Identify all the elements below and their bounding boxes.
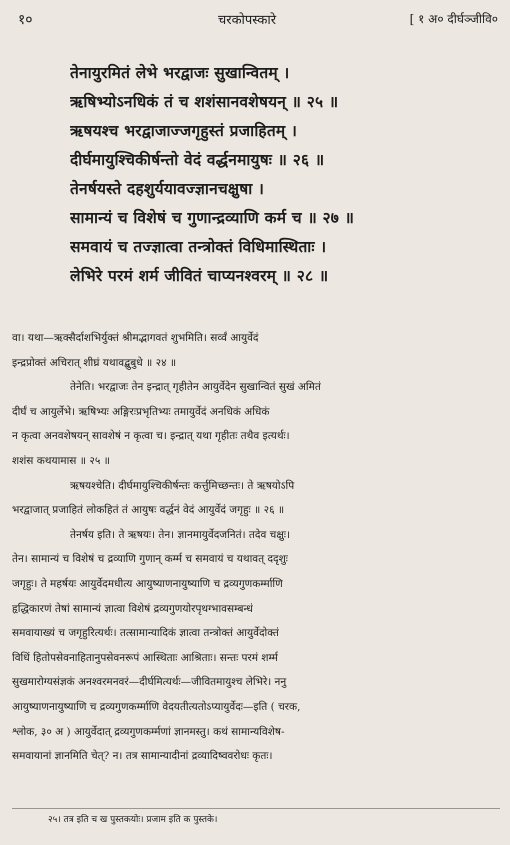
commentary-line: इन्द्रप्रोक्तं अचिरात् शीघ्रं यथावद्बुबुधे ॥ २४ ॥ xyxy=(12,356,177,369)
verse-line: तेनर्षयस्ते दहशुर्ययावज्ज्ञानचक्षुषा । xyxy=(70,179,265,198)
commentary-line: शशंस कथयामास ॥ २५ ॥ xyxy=(12,454,110,467)
footnote: २५। तत्र इति च ख पुस्तकयोः। प्रजाम इति क पुस्तके। xyxy=(48,815,218,825)
commentary-line: दीर्घं च आयुर्लेभे। ऋषिभ्यः अङ्गिरःप्रभृतिभ्यः तमायुर्वेदं अनधिकं अधिकं xyxy=(12,405,270,418)
commentary-line: भरद्वाजात् प्रजाहितं लोकहितं तं आयुषः वर्द्धनं वेदं आयुर्वेदं जगृहुः ॥ २६ ॥ xyxy=(12,504,285,517)
verse-line: लेभिरे परमं शर्म जीवितं चाप्यनश्वरम् ॥ २८ ॥ xyxy=(70,266,329,285)
verse-line: दीर्घमायुश्चिकीर्षन्तो वेदं वर्द्धनमायुषः ॥ २६ ॥ xyxy=(70,150,325,169)
commentary-line: तेनेति। भरद्वाजः तेन इन्द्रात् गृहीतेन आयुर्वेदेन सुखान्वितं सुखं अमितं xyxy=(70,381,321,394)
footnote-divider xyxy=(12,808,500,809)
commentary-line: समवायानां ज्ञानमिति चेत्? न। तत्र सामान्यादीनां द्रव्यादिष्ववरोधः कृतः। xyxy=(12,750,273,763)
verse-line: तेनायुरमितं लेभे भरद्वाजः सुखान्वितम् । xyxy=(70,63,290,82)
commentary-line: तेनर्षय इति। ते ऋषयः। तेन। ज्ञानमायुर्वेदजनितं। तदेव चक्षुः। xyxy=(70,528,290,541)
commentary-line: समवायाख्यं च जगृहुरित्यर्थः। तत्सामान्यादिकं ज्ञात्वा तन्त्रोक्तं आयुर्वेदोक्तं xyxy=(12,627,279,640)
commentary-line: हृद्धिकारणं तेषां सामान्यं ज्ञात्वा विशेषं द्रव्यगुणयोरपृथग्भावसम्बन्धं xyxy=(12,602,253,615)
commentary-line: विधिं हितोपसेवनाहितानुपसेवनरूपं आस्थिताः आश्रिताः। सन्तः परमं शर्म्म xyxy=(12,651,278,664)
commentary-line: न कृत्वा अनवशेषयन् सावशेषं न कृत्वा च। इन्द्रात् यथा गृहीतः तथैव इत्यर्थः। xyxy=(12,430,290,443)
commentary-line: ऋषयश्चेति। दीर्घमायुश्चिकीर्षन्तः कर्त्तुमिच्छन्तः। ते ऋषयोऽपि xyxy=(70,479,295,492)
running-title: चरकोपस्कारे xyxy=(218,13,277,28)
page-number: १० xyxy=(18,12,33,28)
verse-line: सामान्यं च विशेषं च गुणान्द्रव्याणि कर्म च ॥ २७ ॥ xyxy=(70,208,355,227)
section-reference: [ १ अ० दीर्घञ्जीवि० xyxy=(409,12,498,26)
commentary-line: जगृहुः। ते महर्षयः आयुर्वेदमधीत्य आयुष्याणनायुष्याणि च द्रव्यगुणकर्म्माणि xyxy=(12,577,283,590)
commentary-block xyxy=(12,326,500,769)
commentary-line: वा। यथा—ऋक्सैर्दाशभिर्युक्तं श्रीमद्भागवतं शुभमिति। सर्व्वं आयुर्वेदं xyxy=(12,332,259,344)
commentary-line: आयुष्याणनायुष्याणि च द्रव्यगुणकर्म्माणि वेदयतीत्यतोऽप्यायुर्वेदः—इति ( चरक, xyxy=(12,700,301,713)
commentary-line: तेन। सामान्यं च विशेषं च द्रव्याणि गुणान् कर्म्म च समवायं च यथावत् ददृशुः xyxy=(12,553,288,566)
verse-line: ऋषिभ्योऽनधिकं तं च शशंसानवशेषयन् ॥ २५ ॥ xyxy=(70,92,339,111)
verse-line: समवायं च तज्ज्ञात्वा तन्त्रोक्तं विधिमास्थिताः । xyxy=(70,237,327,256)
verse-block xyxy=(70,58,500,290)
page-header xyxy=(18,10,498,32)
verse-line: ऋषयश्च भरद्वाजाज्जगृहुस्तं प्रजाहितम् । xyxy=(70,121,298,140)
commentary-line: सुखमारोग्यसंज्ञकं अनश्वरमनवरं—दीर्घमित्यर्थः—जीवितमायुश्च लेभिरे। ननु xyxy=(12,676,287,689)
commentary-line: श्लोक, ३० अ ) आयुर्वेदात् द्रव्यगुणकर्म्मणां ज्ञानमस्तु। कथं सामान्यविशेष- xyxy=(12,725,285,738)
